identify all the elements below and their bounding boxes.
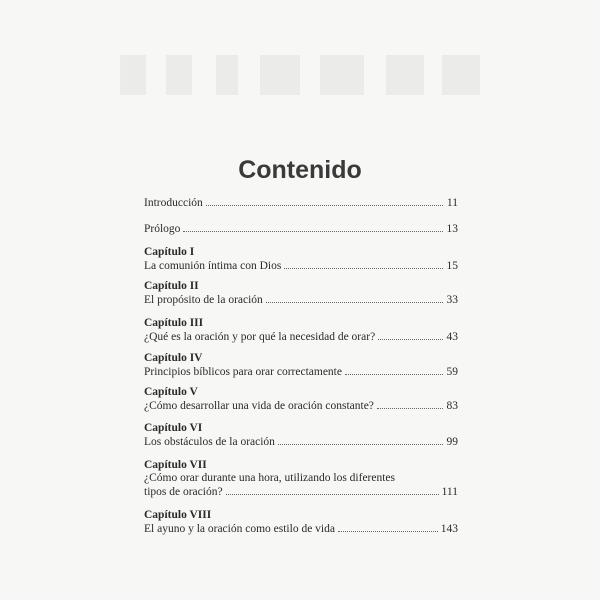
toc-entry bbox=[144, 422, 460, 449]
toc-entry bbox=[144, 246, 460, 273]
page-number: 143 bbox=[440, 523, 458, 535]
entry-title: El ayuno y la oración como estilo de vida bbox=[144, 523, 335, 535]
dot-leader bbox=[226, 485, 439, 495]
chapter-label: Capítulo VII bbox=[144, 459, 207, 471]
page-number: 15 bbox=[446, 260, 458, 272]
toc-line bbox=[144, 293, 460, 307]
page-number: 111 bbox=[441, 486, 458, 498]
toc-line bbox=[144, 196, 460, 210]
toc-line bbox=[144, 399, 460, 413]
page-number: 43 bbox=[446, 331, 458, 343]
dot-leader bbox=[338, 522, 438, 532]
page-number: 11 bbox=[446, 197, 458, 209]
toc-entry bbox=[144, 317, 460, 344]
toc-line bbox=[144, 222, 460, 236]
page-number: 13 bbox=[446, 223, 458, 235]
toc-line bbox=[144, 435, 460, 449]
dot-leader bbox=[183, 222, 443, 232]
entry-title: Principios bíblicos para orar correctamente bbox=[144, 366, 342, 378]
page-number: 33 bbox=[446, 294, 458, 306]
toc-entry bbox=[144, 222, 460, 236]
toc-entry bbox=[144, 280, 460, 307]
page-title: Contenido bbox=[238, 156, 362, 184]
dot-leader bbox=[266, 293, 443, 303]
dot-leader bbox=[278, 435, 443, 445]
chapter-label: Capítulo VI bbox=[144, 422, 203, 434]
entry-title: ¿Cómo desarrollar una vida de oración constante? bbox=[144, 400, 374, 412]
entry-title: Introducción bbox=[144, 197, 203, 209]
toc-entry bbox=[144, 509, 460, 536]
toc-line bbox=[144, 259, 460, 273]
dot-leader bbox=[377, 399, 443, 409]
toc-entry bbox=[144, 386, 460, 413]
toc-line bbox=[144, 522, 460, 536]
entry-title: tipos de oración? bbox=[144, 486, 223, 498]
chapter-label: Capítulo VIII bbox=[144, 509, 212, 521]
chapter-label: Capítulo IV bbox=[144, 352, 203, 364]
dot-leader bbox=[378, 330, 443, 340]
entry-title: ¿Qué es la oración y por qué la necesidad de orar? bbox=[144, 331, 376, 343]
show-through-text bbox=[120, 55, 480, 105]
page-number: 83 bbox=[446, 400, 458, 412]
entry-title: El propósito de la oración bbox=[144, 294, 263, 306]
chapter-label: Capítulo V bbox=[144, 386, 198, 398]
toc-line bbox=[144, 330, 460, 344]
toc-entry bbox=[144, 196, 460, 210]
chapter-label: Capítulo II bbox=[144, 280, 199, 292]
dot-leader bbox=[345, 365, 443, 375]
entry-title-line: ¿Cómo orar durante una hora, utilizando los diferentes bbox=[144, 472, 396, 484]
toc-entry bbox=[144, 459, 460, 499]
dot-leader bbox=[284, 259, 443, 269]
toc-line bbox=[144, 485, 460, 499]
page-number: 59 bbox=[446, 366, 458, 378]
page-number: 99 bbox=[446, 436, 458, 448]
dot-leader bbox=[206, 196, 443, 206]
toc-line bbox=[144, 365, 460, 379]
entry-title: Prólogo bbox=[144, 223, 181, 235]
entry-title: Los obstáculos de la oración bbox=[144, 436, 275, 448]
entry-title: La comunión íntima con Dios bbox=[144, 260, 282, 272]
chapter-label: Capítulo III bbox=[144, 317, 204, 329]
chapter-label: Capítulo I bbox=[144, 246, 195, 258]
toc-entry bbox=[144, 352, 460, 379]
